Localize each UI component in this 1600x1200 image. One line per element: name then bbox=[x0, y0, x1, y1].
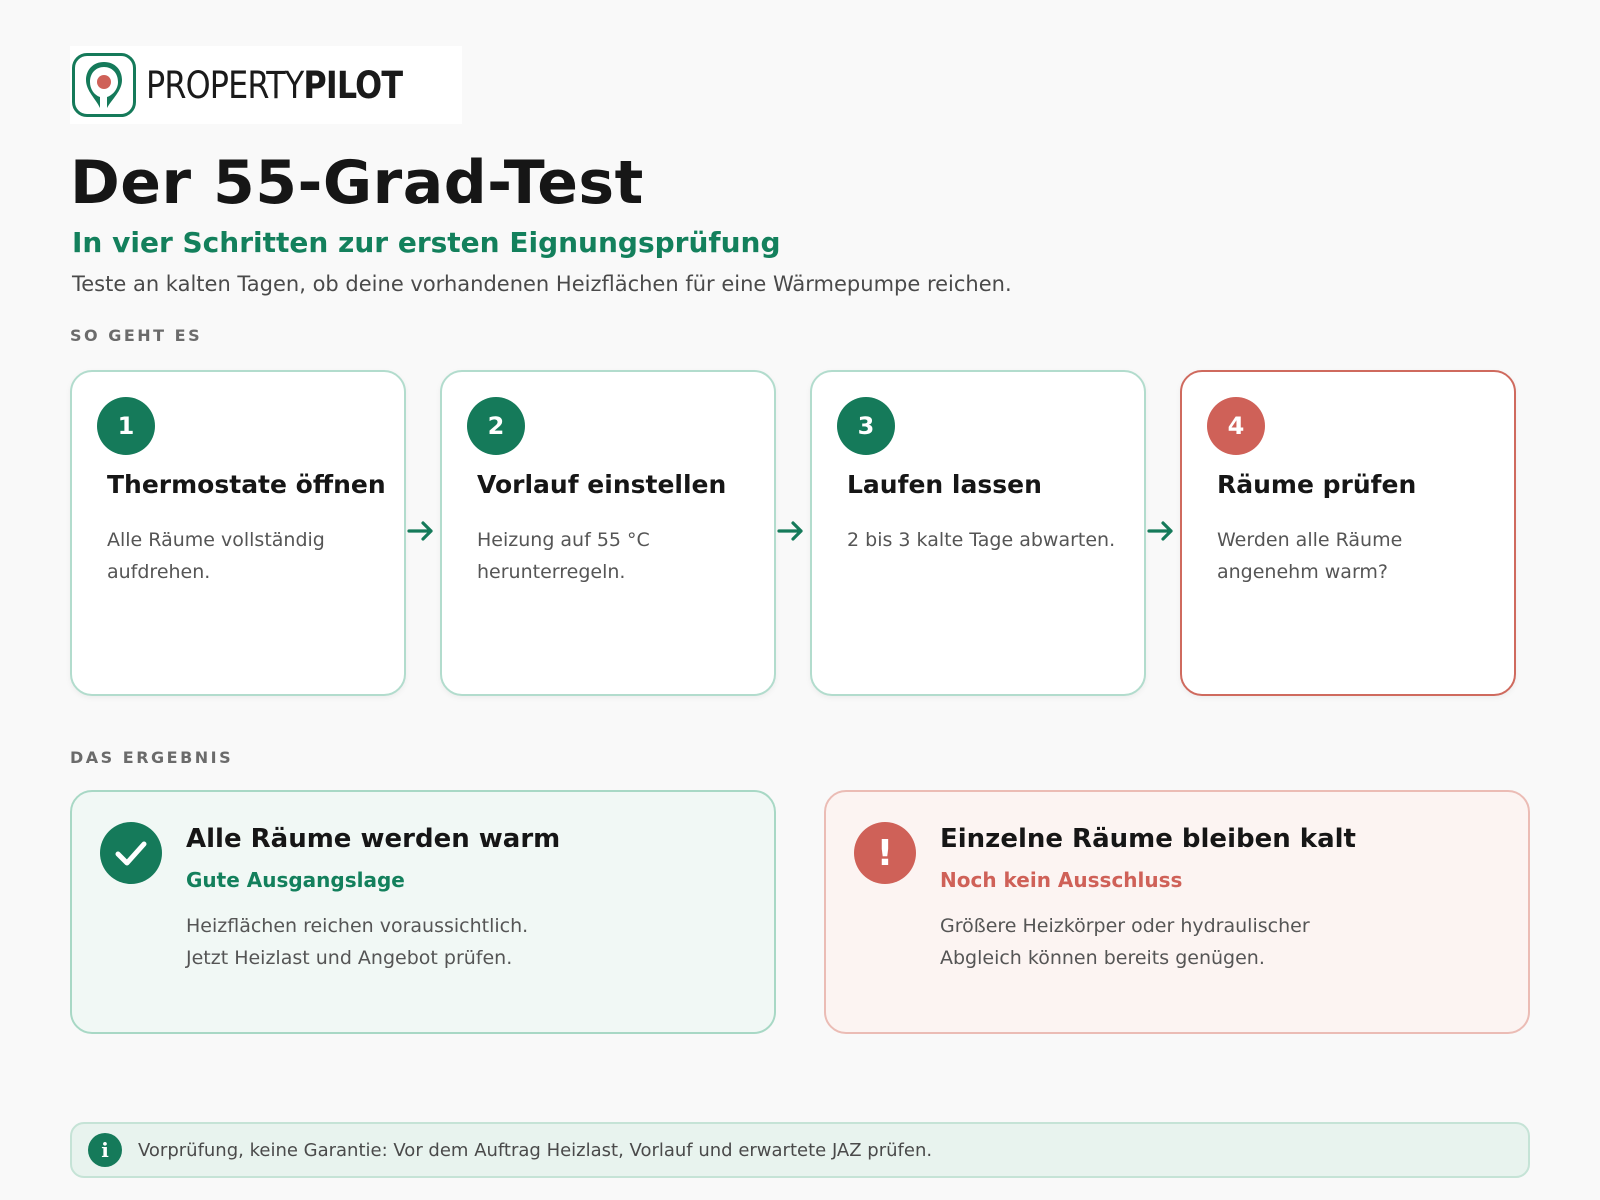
section-label-steps: SO GEHT ES bbox=[70, 326, 203, 345]
brand-name-light: PROPERTY bbox=[146, 63, 304, 107]
step-card-3 bbox=[810, 370, 1146, 696]
step-title: Laufen lassen bbox=[847, 470, 1042, 499]
brand-wordmark bbox=[146, 64, 402, 107]
step-title: Räume prüfen bbox=[1217, 470, 1417, 499]
result-text-line: Jetzt Heizlast und Angebot prüfen. bbox=[186, 947, 513, 969]
footer-note bbox=[70, 1122, 1530, 1178]
result-card-bad bbox=[824, 790, 1530, 1034]
result-text-line: Abgleich können bereits genügen. bbox=[940, 947, 1265, 969]
result-text-line: Größere Heizkörper oder hydraulischer bbox=[940, 915, 1310, 937]
arrow-right-icon bbox=[406, 516, 436, 546]
page-title: Der 55-Grad-Test bbox=[70, 148, 644, 218]
step-number-badge: 2 bbox=[467, 397, 525, 455]
step-title: Vorlauf einstellen bbox=[477, 470, 727, 499]
result-subtitle: Noch kein Ausschluss bbox=[940, 868, 1183, 892]
info-icon: i bbox=[88, 1133, 122, 1167]
location-pin-icon bbox=[72, 53, 136, 117]
step-number-badge: 4 bbox=[1207, 397, 1265, 455]
result-card-good bbox=[70, 790, 776, 1034]
result-text bbox=[940, 910, 1500, 974]
step-title: Thermostate öffnen bbox=[107, 470, 386, 499]
footer-text: Vorprüfung, keine Garantie: Vor dem Auftrag Heizlast, Vorlauf und erwartete JAZ prüfen. bbox=[138, 1139, 933, 1161]
result-subtitle: Gute Ausgangslage bbox=[186, 868, 405, 892]
step-number-badge: 3 bbox=[837, 397, 895, 455]
arrow-right-icon bbox=[1146, 516, 1176, 546]
arrow-right-icon bbox=[776, 516, 806, 546]
section-label-result: DAS ERGEBNIS bbox=[70, 748, 234, 767]
brand-name-bold: PILOT bbox=[303, 63, 403, 107]
step-card-2 bbox=[440, 370, 776, 696]
step-text: Alle Räume vollständig aufdrehen. bbox=[107, 529, 325, 583]
step-card-1 bbox=[70, 370, 406, 696]
step-card-4 bbox=[1180, 370, 1516, 696]
page-intro: Teste an kalten Tagen, ob deine vorhandenen Heizflächen für eine Wärmepumpe reichen. bbox=[72, 272, 1012, 296]
result-text-line: Heizflächen reichen voraussichtlich. bbox=[186, 915, 529, 937]
brand-logo bbox=[70, 46, 462, 124]
result-text bbox=[186, 910, 746, 974]
step-number-badge: 1 bbox=[97, 397, 155, 455]
step-text: Werden alle Räume angenehm warm? bbox=[1217, 529, 1403, 583]
exclamation-icon bbox=[854, 822, 916, 884]
step-text: 2 bis 3 kalte Tage abwarten. bbox=[847, 529, 1116, 551]
result-title: Alle Räume werden warm bbox=[186, 824, 561, 854]
exclamation-glyph: ! bbox=[876, 832, 894, 874]
checkmark-icon bbox=[100, 822, 162, 884]
page-subtitle: In vier Schritten zur ersten Eignungsprüfung bbox=[72, 226, 781, 259]
step-text: Heizung auf 55 °C herunterregeln. bbox=[477, 529, 650, 583]
result-title: Einzelne Räume bleiben kalt bbox=[940, 824, 1356, 854]
